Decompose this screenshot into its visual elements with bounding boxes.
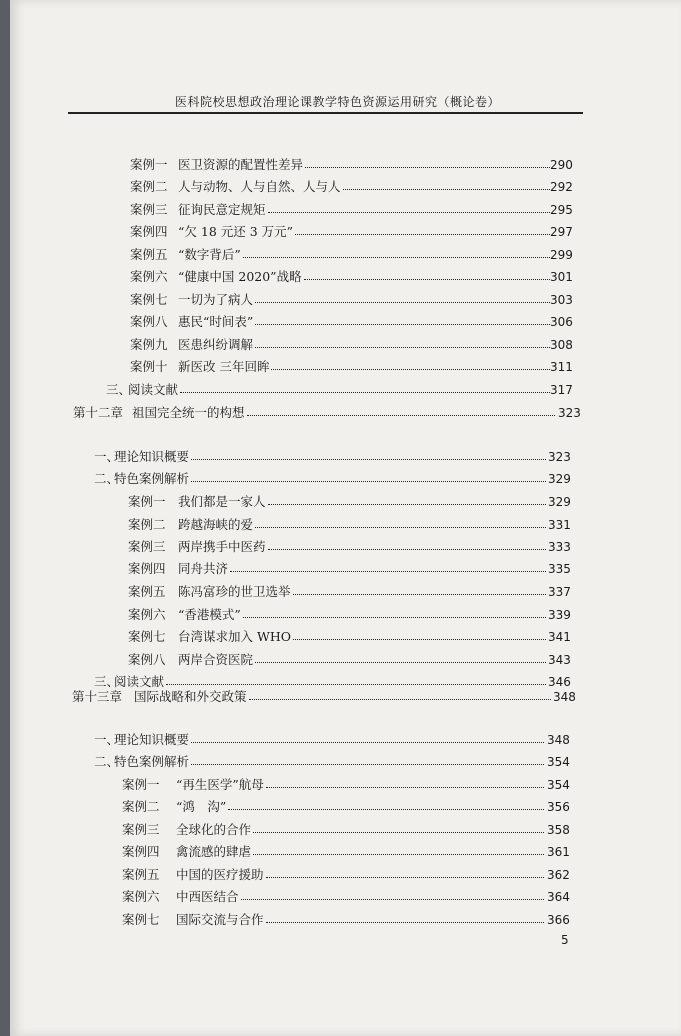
entry-label: 案例五 <box>122 867 160 882</box>
case-entry <box>10 312 681 332</box>
leader-dots <box>268 549 546 550</box>
case-entry <box>10 200 681 220</box>
entry-label: 案例四 <box>128 561 166 576</box>
entry-title: 医患纠纷调解 <box>178 337 254 352</box>
entry-label: 第十二章 <box>73 405 124 420</box>
case-entry <box>10 177 681 197</box>
leader-dots <box>293 639 546 640</box>
entry-label: 案例二 <box>128 517 166 532</box>
leader-dots <box>255 527 546 528</box>
leader-dots <box>295 234 550 235</box>
case-entry <box>10 842 681 862</box>
entry-page-number: 339 <box>548 608 571 622</box>
entry-page-number: 299 <box>550 248 573 262</box>
entry-page-number: 317 <box>550 383 573 397</box>
entry-label: 案例一 <box>128 494 166 509</box>
entry-label: 案例六 <box>130 269 168 284</box>
entry-page-number: 346 <box>548 675 571 689</box>
document-page <box>10 0 681 1036</box>
running-header: 医科院校思想政治理论课教学特色资源运用研究（概论卷） <box>175 95 501 109</box>
entry-label: 案例三 <box>128 539 166 554</box>
leader-dots <box>266 922 544 923</box>
entry-label: 案例四 <box>122 844 160 859</box>
leader-dots <box>266 787 544 788</box>
case-entry <box>10 820 681 840</box>
section-entry <box>10 380 681 400</box>
entry-title: “健康中国 2020”战略 <box>178 269 302 284</box>
entry-title: “数字背后” <box>178 247 241 262</box>
entry-page-number: 337 <box>548 585 571 599</box>
entry-title: 医卫资源的配置性差异 <box>178 157 304 172</box>
case-entry <box>10 582 681 602</box>
leader-dots <box>180 392 550 393</box>
leader-dots <box>243 257 550 258</box>
entry-title: 惠民“时间表” <box>178 314 254 329</box>
case-entry <box>10 910 681 930</box>
case-entry <box>10 650 681 670</box>
case-entry <box>10 887 681 907</box>
entry-label: 案例四 <box>130 224 168 239</box>
leader-dots <box>166 684 546 685</box>
entry-page-number: 348 <box>547 733 570 747</box>
entry-title: 全球化的合作 <box>176 822 252 837</box>
entry-label: 案例七 <box>130 292 168 307</box>
entry-title: 理论知识概要 <box>114 449 190 464</box>
leader-dots <box>255 662 546 663</box>
entry-title: 人与动物、人与自然、人与人 <box>178 179 341 194</box>
section-entry <box>10 447 681 467</box>
case-entry <box>10 335 681 355</box>
case-entry <box>10 155 681 175</box>
entry-page-number: 356 <box>547 800 570 814</box>
entry-title: 禽流感的肆虐 <box>176 844 252 859</box>
entry-page-number: 301 <box>550 270 573 284</box>
entry-page-number: 292 <box>550 180 573 194</box>
leader-dots <box>247 415 555 416</box>
entry-page-number: 358 <box>547 823 570 837</box>
leader-dots <box>305 167 550 168</box>
entry-title: 阅读文献 <box>114 674 165 689</box>
entry-page-number: 311 <box>550 360 573 374</box>
entry-label: 案例二 <box>130 179 168 194</box>
entry-label: 二、 <box>94 471 120 486</box>
leader-dots <box>266 877 544 878</box>
entry-label: 案例七 <box>122 912 160 927</box>
case-entry <box>10 357 681 377</box>
entry-label: 案例七 <box>128 629 166 644</box>
section-entry <box>10 469 681 489</box>
entry-page-number: 366 <box>547 913 570 927</box>
entry-label: 第十三章 <box>72 689 123 704</box>
case-entry <box>10 775 681 795</box>
entry-label: 一、 <box>94 449 120 464</box>
entry-title: 阅读文献 <box>128 382 179 397</box>
leader-dots <box>191 764 544 765</box>
entry-page-number: 303 <box>550 293 573 307</box>
entry-title: 跨越海峡的爱 <box>178 517 254 532</box>
case-entry <box>10 222 681 242</box>
entry-title: 特色案例解析 <box>114 754 190 769</box>
entry-title: 国际战略和外交政策 <box>134 689 247 704</box>
entry-label: 案例六 <box>128 607 166 622</box>
entry-page-number: 364 <box>547 890 570 904</box>
entry-title: 新医改 三年回眸 <box>178 359 270 374</box>
chapter-entry <box>10 403 681 423</box>
entry-page-number: 306 <box>550 315 573 329</box>
entry-title: “欠 18 元还 3 万元” <box>178 224 294 239</box>
section-entry <box>10 752 681 772</box>
entry-label: 案例五 <box>130 247 168 262</box>
entry-page-number: 323 <box>548 450 571 464</box>
entry-label: 案例三 <box>122 822 160 837</box>
leader-dots <box>255 347 550 348</box>
entry-title: “再生医学”航母 <box>176 777 264 792</box>
leader-dots <box>255 302 550 303</box>
case-entry <box>10 515 681 535</box>
entry-label: 案例三 <box>130 202 168 217</box>
leader-dots <box>241 899 544 900</box>
case-entry <box>10 559 681 579</box>
entry-page-number: 348 <box>553 690 576 704</box>
entry-label: 案例五 <box>128 584 166 599</box>
entry-title: 征询民意定规矩 <box>178 202 266 217</box>
leader-dots <box>249 699 551 700</box>
entry-page-number: 333 <box>548 540 571 554</box>
entry-page-number: 297 <box>550 225 573 239</box>
entry-page-number: 343 <box>548 653 571 667</box>
entry-title: 中西医结合 <box>176 889 239 904</box>
entry-title: 理论知识概要 <box>114 732 190 747</box>
leader-dots <box>253 832 544 833</box>
entry-label: 一、 <box>94 732 120 747</box>
entry-title: 两岸合资医院 <box>178 652 254 667</box>
case-entry <box>10 492 681 512</box>
case-entry <box>10 290 681 310</box>
leader-dots <box>230 571 546 572</box>
case-entry <box>10 865 681 885</box>
entry-page-number: 290 <box>550 158 573 172</box>
entry-label: 案例八 <box>130 314 168 329</box>
section-entry <box>10 730 681 750</box>
case-entry <box>10 267 681 287</box>
case-entry <box>10 797 681 817</box>
entry-label: 案例一 <box>122 777 160 792</box>
leader-dots <box>268 212 550 213</box>
leader-dots <box>253 854 544 855</box>
case-entry <box>10 537 681 557</box>
entry-page-number: 362 <box>547 868 570 882</box>
entry-title: 中国的医疗援助 <box>176 867 264 882</box>
entry-title: “香港模式” <box>178 607 241 622</box>
entry-page-number: 354 <box>547 755 570 769</box>
leader-dots <box>255 324 550 325</box>
leader-dots <box>191 481 546 482</box>
entry-title: “鸿 沟” <box>176 799 227 814</box>
entry-label: 三、 <box>94 674 120 689</box>
entry-page-number: 329 <box>548 472 571 486</box>
entry-title: 国际交流与合作 <box>176 912 264 927</box>
entry-title: 同舟共济 <box>178 561 229 576</box>
entry-label: 案例一 <box>130 157 168 172</box>
entry-title: 我们都是一家人 <box>178 494 266 509</box>
case-entry <box>10 627 681 647</box>
leader-dots <box>191 459 546 460</box>
case-entry <box>10 605 681 625</box>
leader-dots <box>343 189 550 190</box>
entry-label: 案例十 <box>130 359 168 374</box>
entry-title: 一切为了病人 <box>178 292 254 307</box>
entry-label: 案例九 <box>130 337 168 352</box>
entry-label: 三、 <box>106 382 132 397</box>
entry-title: 台湾谋求加入 WHO <box>178 629 291 644</box>
entry-label: 案例二 <box>122 799 160 814</box>
entry-title: 两岸携手中医药 <box>178 539 266 554</box>
leader-dots <box>293 594 546 595</box>
entry-label: 二、 <box>94 754 120 769</box>
leader-dots <box>304 279 550 280</box>
entry-page-number: 341 <box>548 630 571 644</box>
entry-page-number: 331 <box>548 518 571 532</box>
entry-page-number: 295 <box>550 203 573 217</box>
entry-page-number: 323 <box>558 406 581 420</box>
entry-title: 陈冯富珍的世卫选举 <box>178 584 291 599</box>
leader-dots <box>271 369 550 370</box>
leader-dots <box>228 809 544 810</box>
leader-dots <box>191 742 544 743</box>
entry-page-number: 354 <box>547 778 570 792</box>
entry-page-number: 329 <box>548 495 571 509</box>
entry-title: 特色案例解析 <box>114 471 190 486</box>
page-number: 5 <box>561 933 569 947</box>
chapter-entry <box>10 687 681 707</box>
entry-page-number: 335 <box>548 562 571 576</box>
leader-dots <box>243 617 546 618</box>
entry-page-number: 361 <box>547 845 570 859</box>
leader-dots <box>268 504 546 505</box>
entry-label: 案例八 <box>128 652 166 667</box>
entry-page-number: 308 <box>550 338 573 352</box>
header-rule <box>68 112 583 114</box>
entry-label: 案例六 <box>122 889 160 904</box>
case-entry <box>10 245 681 265</box>
entry-title: 祖国完全统一的构想 <box>132 405 245 420</box>
